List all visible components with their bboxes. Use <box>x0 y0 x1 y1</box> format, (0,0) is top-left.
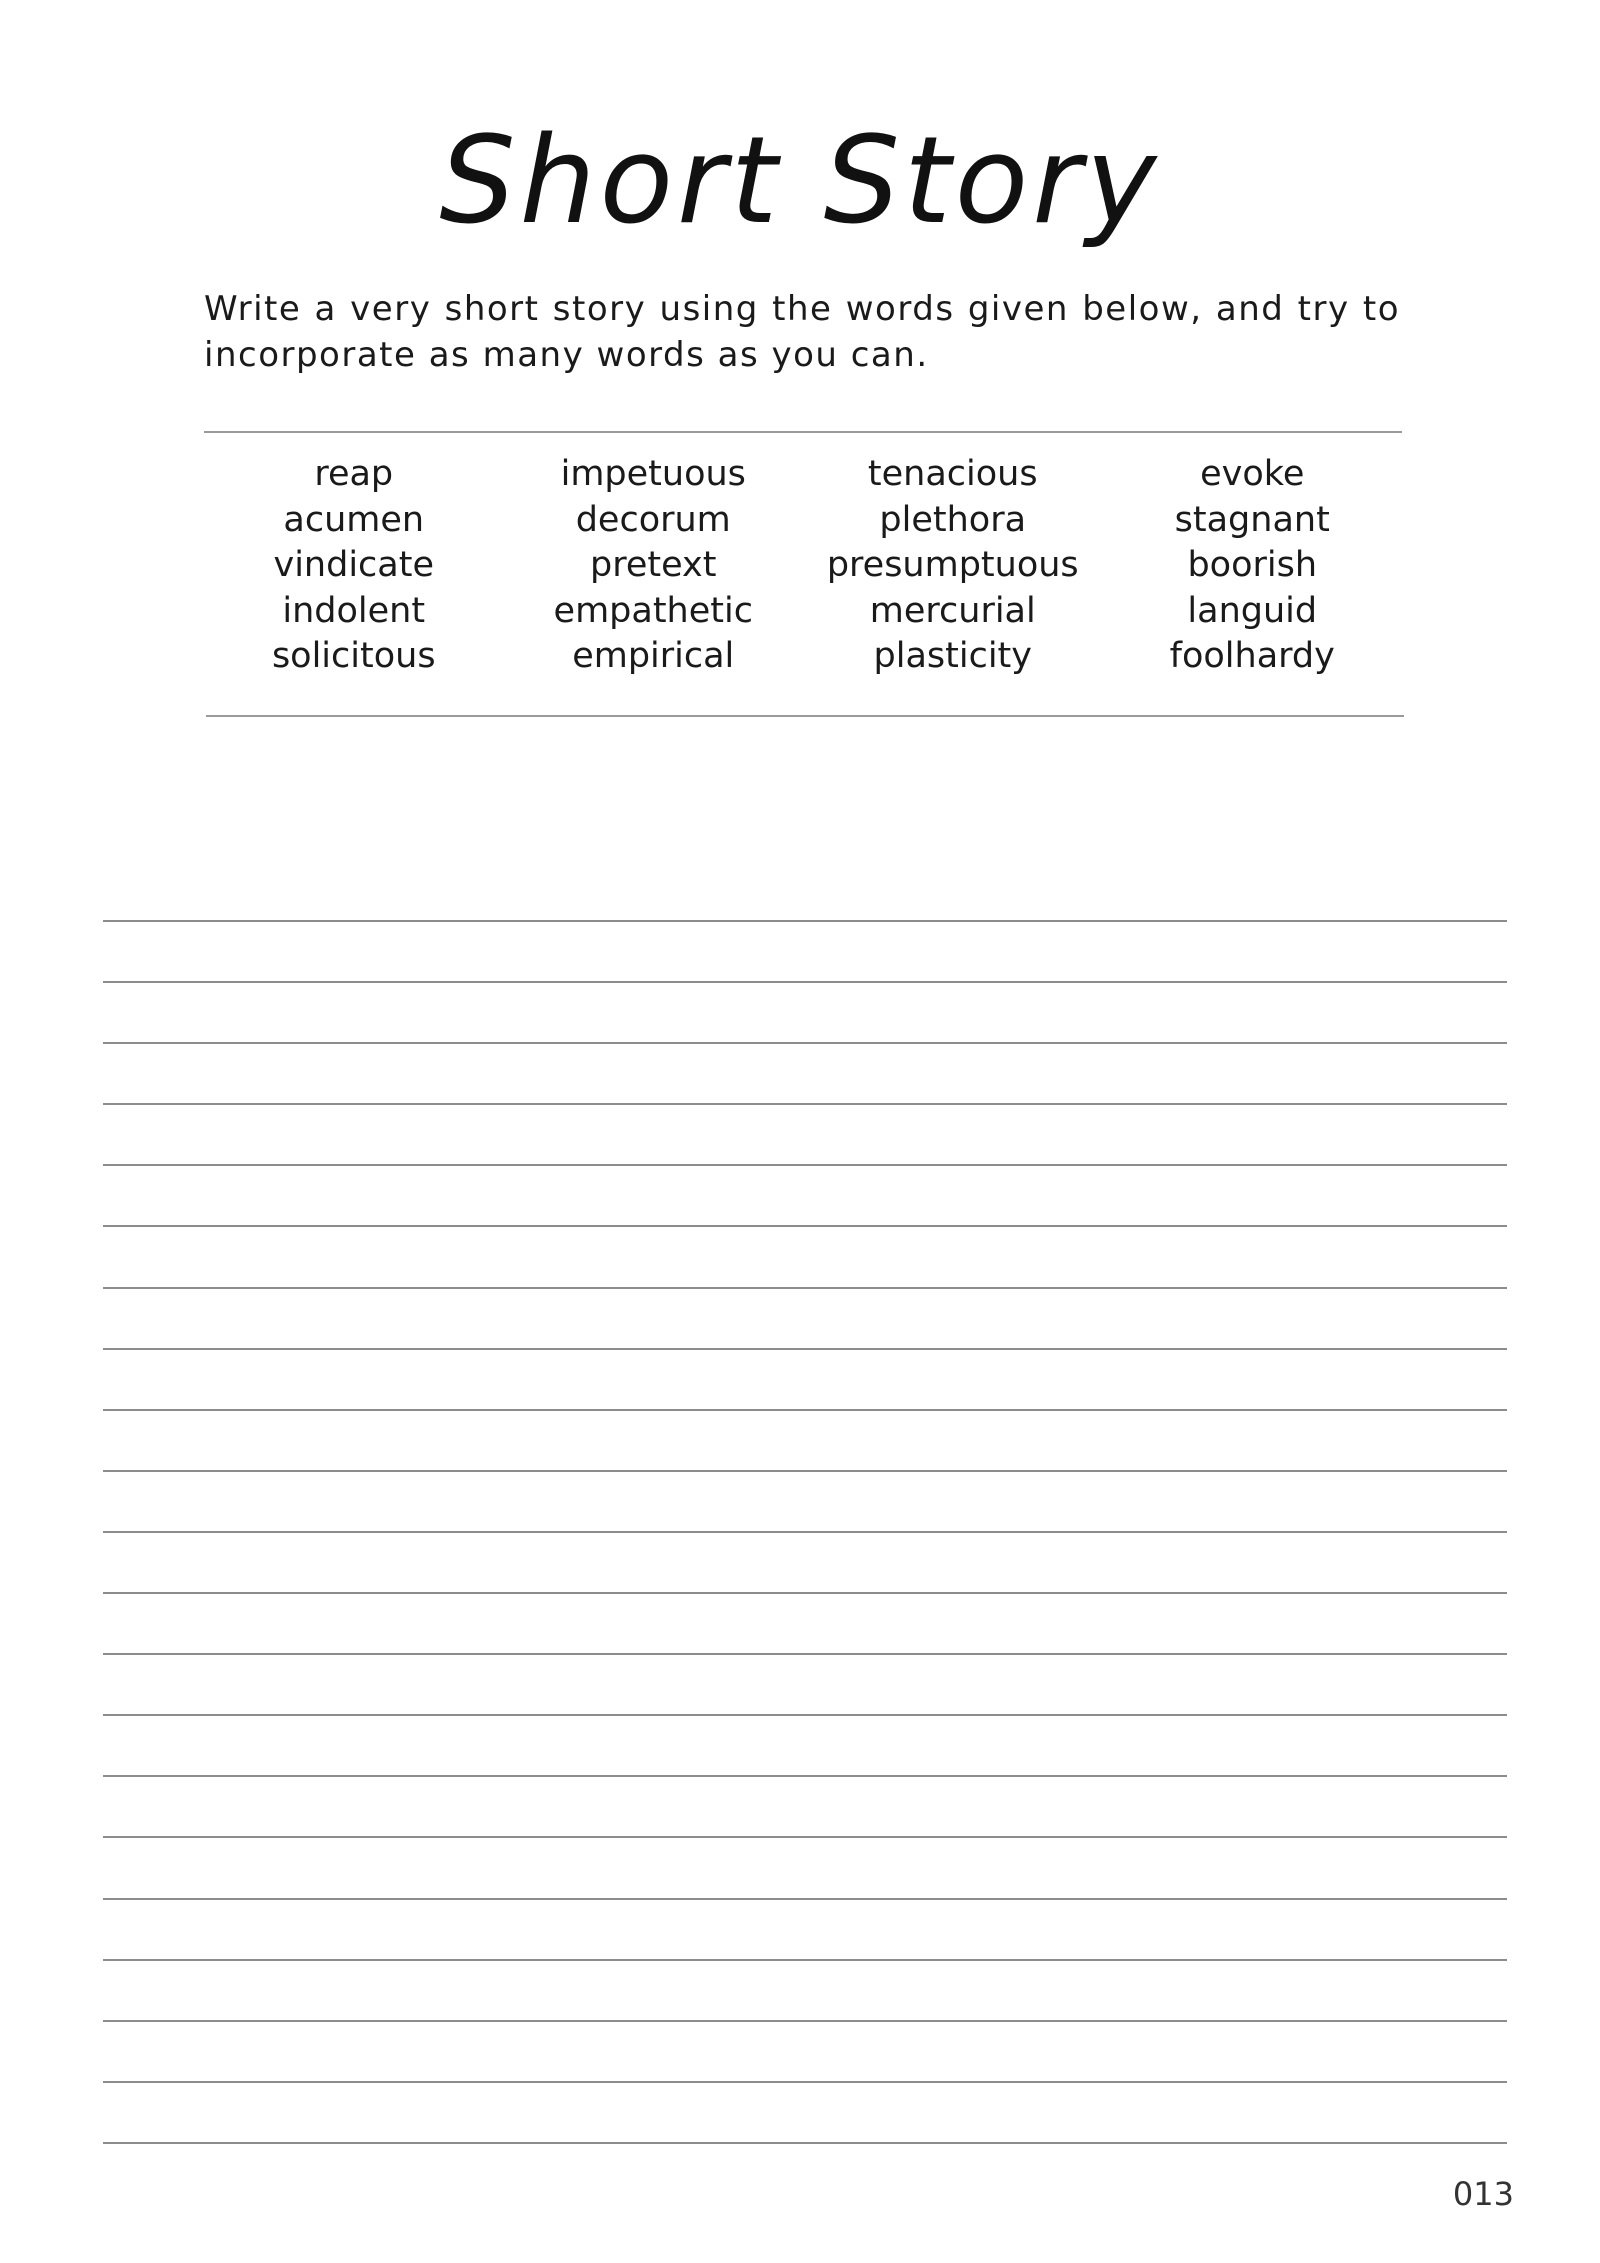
writing-line[interactable] <box>103 1836 1507 1897</box>
writing-line[interactable] <box>103 1348 1507 1409</box>
writing-line[interactable] <box>103 2020 1507 2081</box>
word-bank-top-divider <box>204 431 1402 433</box>
word-bank-item: evoke <box>1200 454 1305 494</box>
word-bank-item: plasticity <box>873 636 1032 676</box>
word-bank-column-4 <box>1103 452 1403 680</box>
word-bank-item: tenacious <box>867 454 1038 494</box>
page-title: Short Story <box>439 112 1161 251</box>
word-bank-item: mercurial <box>869 590 1036 631</box>
word-bank-item: impetuous <box>560 454 746 494</box>
writing-line[interactable] <box>103 1959 1507 2020</box>
writing-line[interactable] <box>103 1592 1507 1653</box>
word-bank-item: reap <box>314 454 394 494</box>
writing-line[interactable] <box>103 1225 1507 1286</box>
writing-line[interactable] <box>103 1898 1507 1959</box>
word-bank-item: decorum <box>575 499 731 540</box>
writing-line[interactable] <box>103 920 1507 981</box>
word-bank-item: vindicate <box>273 545 434 585</box>
writing-line[interactable] <box>103 981 1507 1042</box>
word-bank-item: pretext <box>590 545 717 585</box>
word-bank-item: foolhardy <box>1169 636 1335 676</box>
writing-line[interactable] <box>103 1103 1507 1164</box>
writing-line[interactable] <box>103 1714 1507 1775</box>
word-bank-bottom-divider <box>206 715 1404 717</box>
writing-line[interactable] <box>103 2081 1507 2142</box>
word-bank-item: languid <box>1187 590 1318 631</box>
word-bank-column-1 <box>204 452 504 680</box>
writing-line[interactable] <box>103 2142 1507 2203</box>
writing-line[interactable] <box>103 1164 1507 1225</box>
word-bank-item: boorish <box>1187 545 1318 585</box>
writing-line[interactable] <box>103 1042 1507 1103</box>
page-number: 013 <box>1452 2175 1514 2213</box>
writing-line[interactable] <box>103 1470 1507 1531</box>
word-bank-item: solicitous <box>271 636 436 676</box>
word-bank-item: empirical <box>572 636 735 676</box>
word-bank-column-2 <box>504 452 804 680</box>
writing-line[interactable] <box>103 1653 1507 1714</box>
writing-line[interactable] <box>103 1287 1507 1348</box>
writing-line[interactable] <box>103 1775 1507 1836</box>
writing-area[interactable] <box>103 920 1507 2203</box>
word-bank-item: acumen <box>283 499 425 540</box>
word-bank-column-3 <box>803 452 1103 680</box>
word-bank-item: plethora <box>879 499 1027 540</box>
word-bank-item: indolent <box>282 590 426 631</box>
writing-line[interactable] <box>103 1409 1507 1470</box>
word-bank-item: presumptuous <box>826 545 1079 585</box>
instructions-text: Write a very short story using the words given below, and try to incorporate as many words as you can. <box>204 289 1400 375</box>
word-bank-item: empathetic <box>553 590 753 631</box>
word-bank <box>204 452 1402 680</box>
writing-line[interactable] <box>103 1531 1507 1592</box>
word-bank-item: stagnant <box>1174 499 1330 540</box>
